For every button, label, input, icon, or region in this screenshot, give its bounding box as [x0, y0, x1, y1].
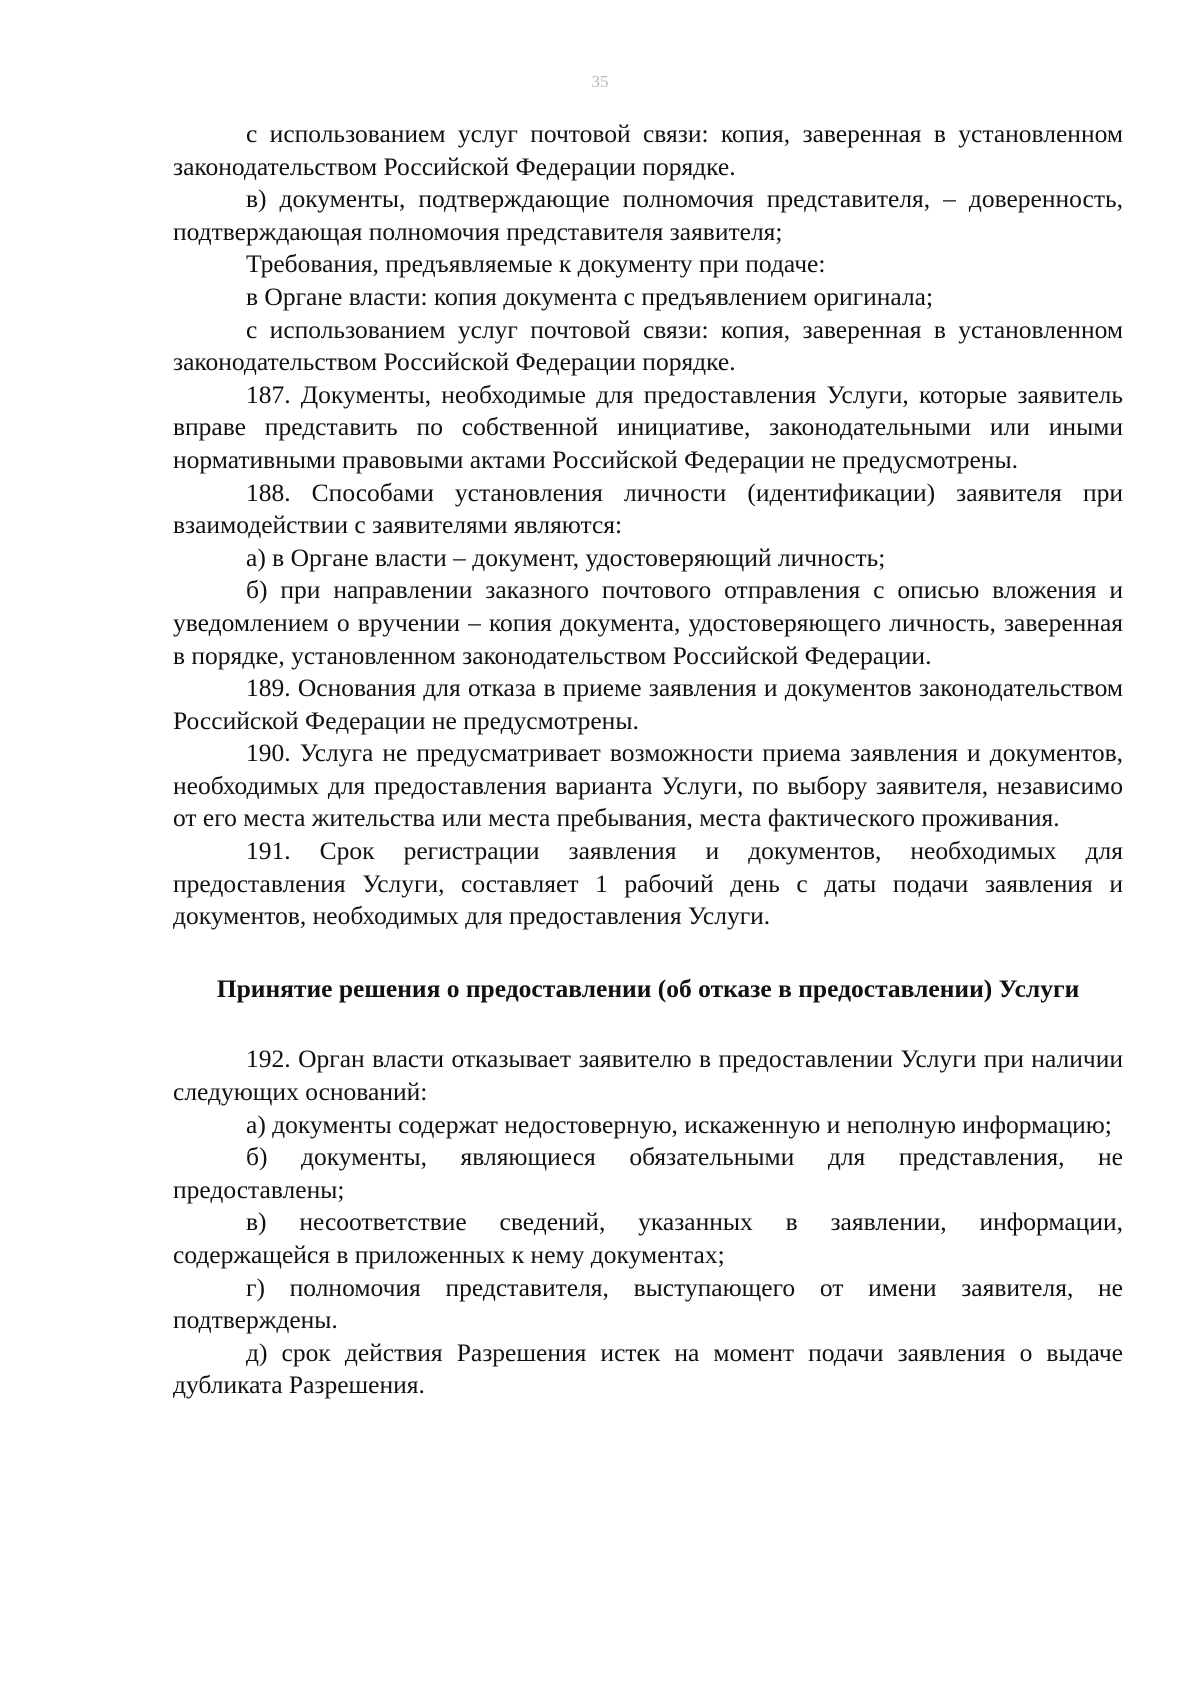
paragraph-188-b: б) при направлении заказного почтового отправления с описью вложения и уведомлением о вручении – копия документа, удостоверяющего личность, заверенная в порядке, установленном законодательством Российской Федерации. [173, 575, 1123, 670]
paragraph-in-authority: в Органе власти: копия документа с предъявлением оригинала; [246, 281, 934, 311]
paragraph-item-v-representative-docs: в) документы, подтверждающие полномочия представителя, – доверенность, подтверждающая полномочия представителя заявителя; [173, 184, 1123, 246]
paragraph-191: 191. Срок регистрации заявления и документов, необходимых для предоставления Услуги, составляет 1 рабочий день с даты подачи заявления и документов, необходимых для предоставления Услуги. [173, 836, 1123, 931]
paragraph-192-d: д) срок действия Разрешения истек на момент подачи заявления о выдаче дубликата Разрешения. [173, 1337, 1123, 1400]
paragraph-requirements: Требования, предъявляемые к документу при подаче: [246, 249, 826, 279]
document-body [173, 118, 1123, 1402]
paragraph-192: 192. Орган власти отказывает заявителю в предоставлении Услуги при наличии следующих оснований: [173, 1044, 1123, 1107]
paragraph-188-a: а) в Органе власти – документ, удостоверяющий личность; [246, 542, 886, 572]
paragraph-192-a: а) документы содержат недостоверную, искаженную и неполную информацию; [246, 1109, 1112, 1139]
paragraph-192-b: б) документы, являющиеся обязательными для представления, не предоставлены; [173, 1142, 1123, 1204]
paragraph-188: 188. Способами установления личности (идентификации) заявителя при взаимодействии с заявителями являются: [173, 477, 1123, 540]
paragraph-postal-copy-1: с использованием услуг почтовой связи: копия, заверенная в установленном законодательством Российской Федерации порядке. [173, 119, 1123, 181]
page-number: 35 [591, 72, 609, 91]
paragraph-192-v: в) несоответствие сведений, указанных в заявлении, информации, содержащейся в приложенных к нему документах; [173, 1207, 1123, 1269]
section-heading: Принятие решения о предоставлении (об отказе в предоставлении) Услуги [216, 973, 1080, 1003]
paragraph-187: 187. Документы, необходимые для предоставления Услуги, которые заявитель вправе представить по собственной инициативе, законодательными или иными нормативными правовыми актами Российской Федерации не предусмотрены. [173, 379, 1123, 474]
paragraph-189: 189. Основания для отказа в приеме заявления и документов законодательством Российской Федерации не предусмотрены. [173, 673, 1123, 735]
paragraph-postal-copy-2: с использованием услуг почтовой связи: копия, заверенная в установленном законодательством Российской Федерации порядке. [173, 314, 1123, 377]
paragraph-192-g: г) полномочия представителя, выступающего от имени заявителя, не подтверждены. [173, 1272, 1123, 1335]
paragraph-190: 190. Услуга не предусматривает возможности приема заявления и документов, необходимых для предоставления варианта Услуги, по выбору заявителя, независимо от его места жительства или места пребывания, места фактического проживания. [173, 738, 1123, 833]
